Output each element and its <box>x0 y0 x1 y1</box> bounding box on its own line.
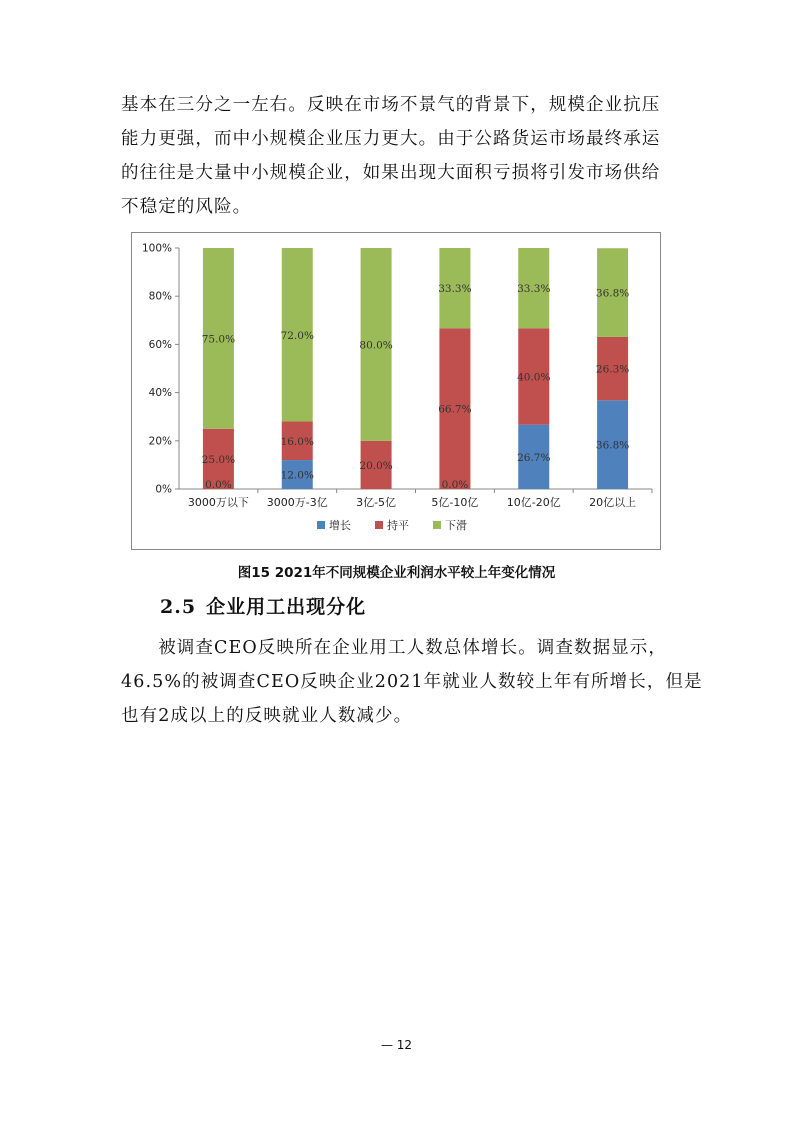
x-tick-label: 20亿以上 <box>589 496 637 509</box>
intro-line: 的往往是大量中小规模企业，如果出现大面积亏损将引发市场供给 <box>121 163 661 183</box>
x-tick-label: 3000万-3亿 <box>266 496 328 509</box>
x-tick-label: 3000万以下 <box>187 496 249 509</box>
data-label: 36.8% <box>595 287 630 300</box>
y-tick-label: 0% <box>155 483 172 496</box>
legend-label: 持平 <box>387 519 409 532</box>
body-line: 被调查CEO反映所在企业用工人数总体增长。调查数据显示， <box>121 638 668 658</box>
data-label: 66.7% <box>438 403 472 416</box>
data-label: 80.0% <box>359 339 393 352</box>
section-title: 企业用工出现分化 <box>206 596 367 618</box>
chart-svg <box>132 233 660 549</box>
y-tick-label: 20% <box>148 435 172 448</box>
data-label: 0.0% <box>205 479 232 491</box>
data-label: 33.3% <box>517 283 551 296</box>
stacked-bar-chart <box>131 232 661 550</box>
data-label: 36.8% <box>595 439 630 452</box>
data-label: 40.0% <box>517 371 551 384</box>
page-number: — 12 <box>380 1038 413 1052</box>
body-line: 也有2成以上的反映就业人数减少。 <box>121 706 413 726</box>
intro-paragraph <box>121 88 681 224</box>
intro-line: 基本在三分之一左右。反映在市场不景气的背景下，规模企业抗压 <box>121 95 661 115</box>
legend-swatch-持平 <box>375 521 383 529</box>
x-tick-label: 3亿-5亿 <box>356 496 397 509</box>
y-tick-label: 60% <box>148 338 172 351</box>
intro-line: 不稳定的风险。 <box>121 197 252 217</box>
legend-label: 下滑 <box>445 519 467 532</box>
body-paragraph <box>121 631 703 733</box>
data-label: 26.7% <box>517 451 551 464</box>
section-heading <box>160 592 366 619</box>
x-tick-label: 10亿-20亿 <box>506 496 561 509</box>
data-label: 72.0% <box>280 329 314 342</box>
legend-label: 增长 <box>329 519 351 532</box>
x-tick-label: 5亿-10亿 <box>431 496 479 509</box>
y-tick-label: 40% <box>148 387 172 400</box>
legend-swatch-增长 <box>317 521 325 529</box>
data-label: 26.3% <box>595 363 630 376</box>
data-label: 20.0% <box>359 459 393 472</box>
data-label: 25.0% <box>201 453 236 466</box>
intro-line: 能力更强，而中小规模企业压力更大。由于公路货运市场最终承运 <box>121 129 661 149</box>
data-label: 75.0% <box>201 333 236 346</box>
data-label: 0.0% <box>441 479 469 491</box>
body-line: 46.5%的被调查CEO反映企业2021年就业人数较上年有所增长，但是 <box>121 672 703 692</box>
data-label: 16.0% <box>280 435 314 448</box>
section-number: 2.5 <box>160 596 197 618</box>
figure-caption: 图15 2021年不同规模企业利润水平较上年变化情况 <box>237 565 556 581</box>
data-label: 12.0% <box>280 469 314 482</box>
y-tick-label: 100% <box>141 242 172 255</box>
data-label: 33.3% <box>438 283 472 296</box>
legend-swatch-下滑 <box>433 521 441 529</box>
y-tick-label: 80% <box>148 290 172 303</box>
